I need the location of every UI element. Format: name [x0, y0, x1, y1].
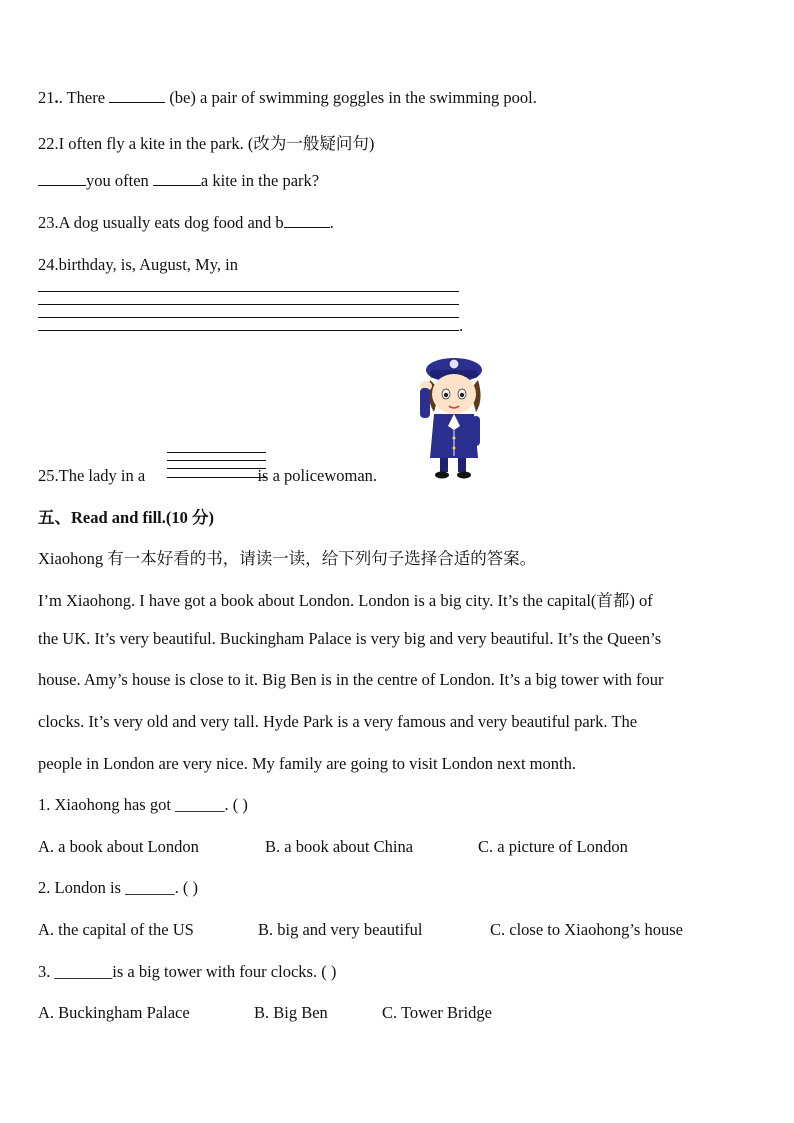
q21-prefix: . There [58, 88, 110, 107]
options-row [38, 837, 628, 857]
option-a[interactable]: A. the capital of the US [38, 920, 194, 939]
q24-end-period: . [459, 316, 464, 335]
writing-line[interactable] [38, 330, 459, 331]
answer-blank[interactable] [38, 171, 86, 186]
writing-line[interactable] [167, 452, 266, 453]
q22-suffix: a kite in the park? [200, 171, 320, 190]
policewoman-illustration [412, 350, 492, 480]
question-23 [38, 213, 334, 233]
q25-suffix: is a policewoman. [253, 466, 378, 485]
option-c[interactable]: C. Tower Bridge [382, 1003, 492, 1022]
q23-prefix: 23.A dog usually eats dog food and b [38, 213, 284, 232]
passage-line: clocks. It’s very old and very tall. Hyde Park is a very famous and very beautiful park. The [38, 712, 638, 731]
passage-line: people in London are very nice. My family are going to visit London next month. [38, 754, 576, 773]
option-a[interactable]: A. a book about London [38, 837, 199, 856]
option-c[interactable]: C. a picture of London [478, 837, 628, 856]
question-stem: 3. _______is a big tower with four clocks. ( ) [38, 962, 337, 981]
options-row [38, 920, 683, 940]
passage-line: house. Amy’s house is close to it. Big Ben is in the centre of London. It’s a big tower with four [38, 670, 664, 689]
passage-line: I’m Xiaohong. I have got a book about London. London is a big city. It’s the capital(首都) of [38, 591, 653, 610]
option-c[interactable]: C. close to Xiaohong’s house [490, 920, 683, 939]
question-21: 21.. There (be) a pair of swimming goggles in the swimming pool. [38, 88, 537, 107]
writing-line[interactable] [38, 304, 459, 305]
writing-line[interactable] [38, 317, 459, 318]
q23-suffix: . [329, 213, 334, 232]
option-b[interactable]: B. Big Ben [254, 1003, 328, 1022]
passage-line: the UK. It’s very beautiful. Buckingham Palace is very big and very beautiful. It’s the Queen’s [38, 629, 662, 648]
question-stem: 1. Xiaohong has got ______. ( ) [38, 795, 248, 814]
question-25 [38, 466, 377, 486]
option-b[interactable]: B. a book about China [265, 837, 414, 856]
q21-suffix: (be) a pair of swimming goggles in the swimming pool. [165, 88, 537, 107]
option-b[interactable]: B. big and very beautiful [258, 920, 423, 939]
question-stem: 2. London is ______. ( ) [38, 878, 198, 897]
options-row [38, 1003, 492, 1023]
section-heading: 五、Read and fill.(10 分) [38, 508, 215, 527]
writing-line[interactable] [167, 460, 266, 461]
question-number: 21 [38, 88, 55, 107]
option-a[interactable]: A. Buckingham Palace [38, 1003, 190, 1022]
instruction-text: Xiaohong 有一本好看的书，请读一读，给下列句子选择合适的答案。 [38, 549, 537, 568]
answer-blank[interactable] [109, 88, 165, 103]
writing-line[interactable] [38, 291, 459, 292]
q22-mid: you often [86, 171, 153, 190]
question-22-answer-line [38, 171, 319, 191]
question-24: 24.birthday, is, August, My, in [38, 255, 238, 274]
q25-prefix: 25.The lady in a [38, 466, 150, 485]
answer-blank[interactable] [153, 171, 201, 186]
question-22: 22.I often fly a kite in the park. (改为一般疑问句) [38, 134, 375, 153]
answer-blank[interactable] [284, 213, 330, 228]
